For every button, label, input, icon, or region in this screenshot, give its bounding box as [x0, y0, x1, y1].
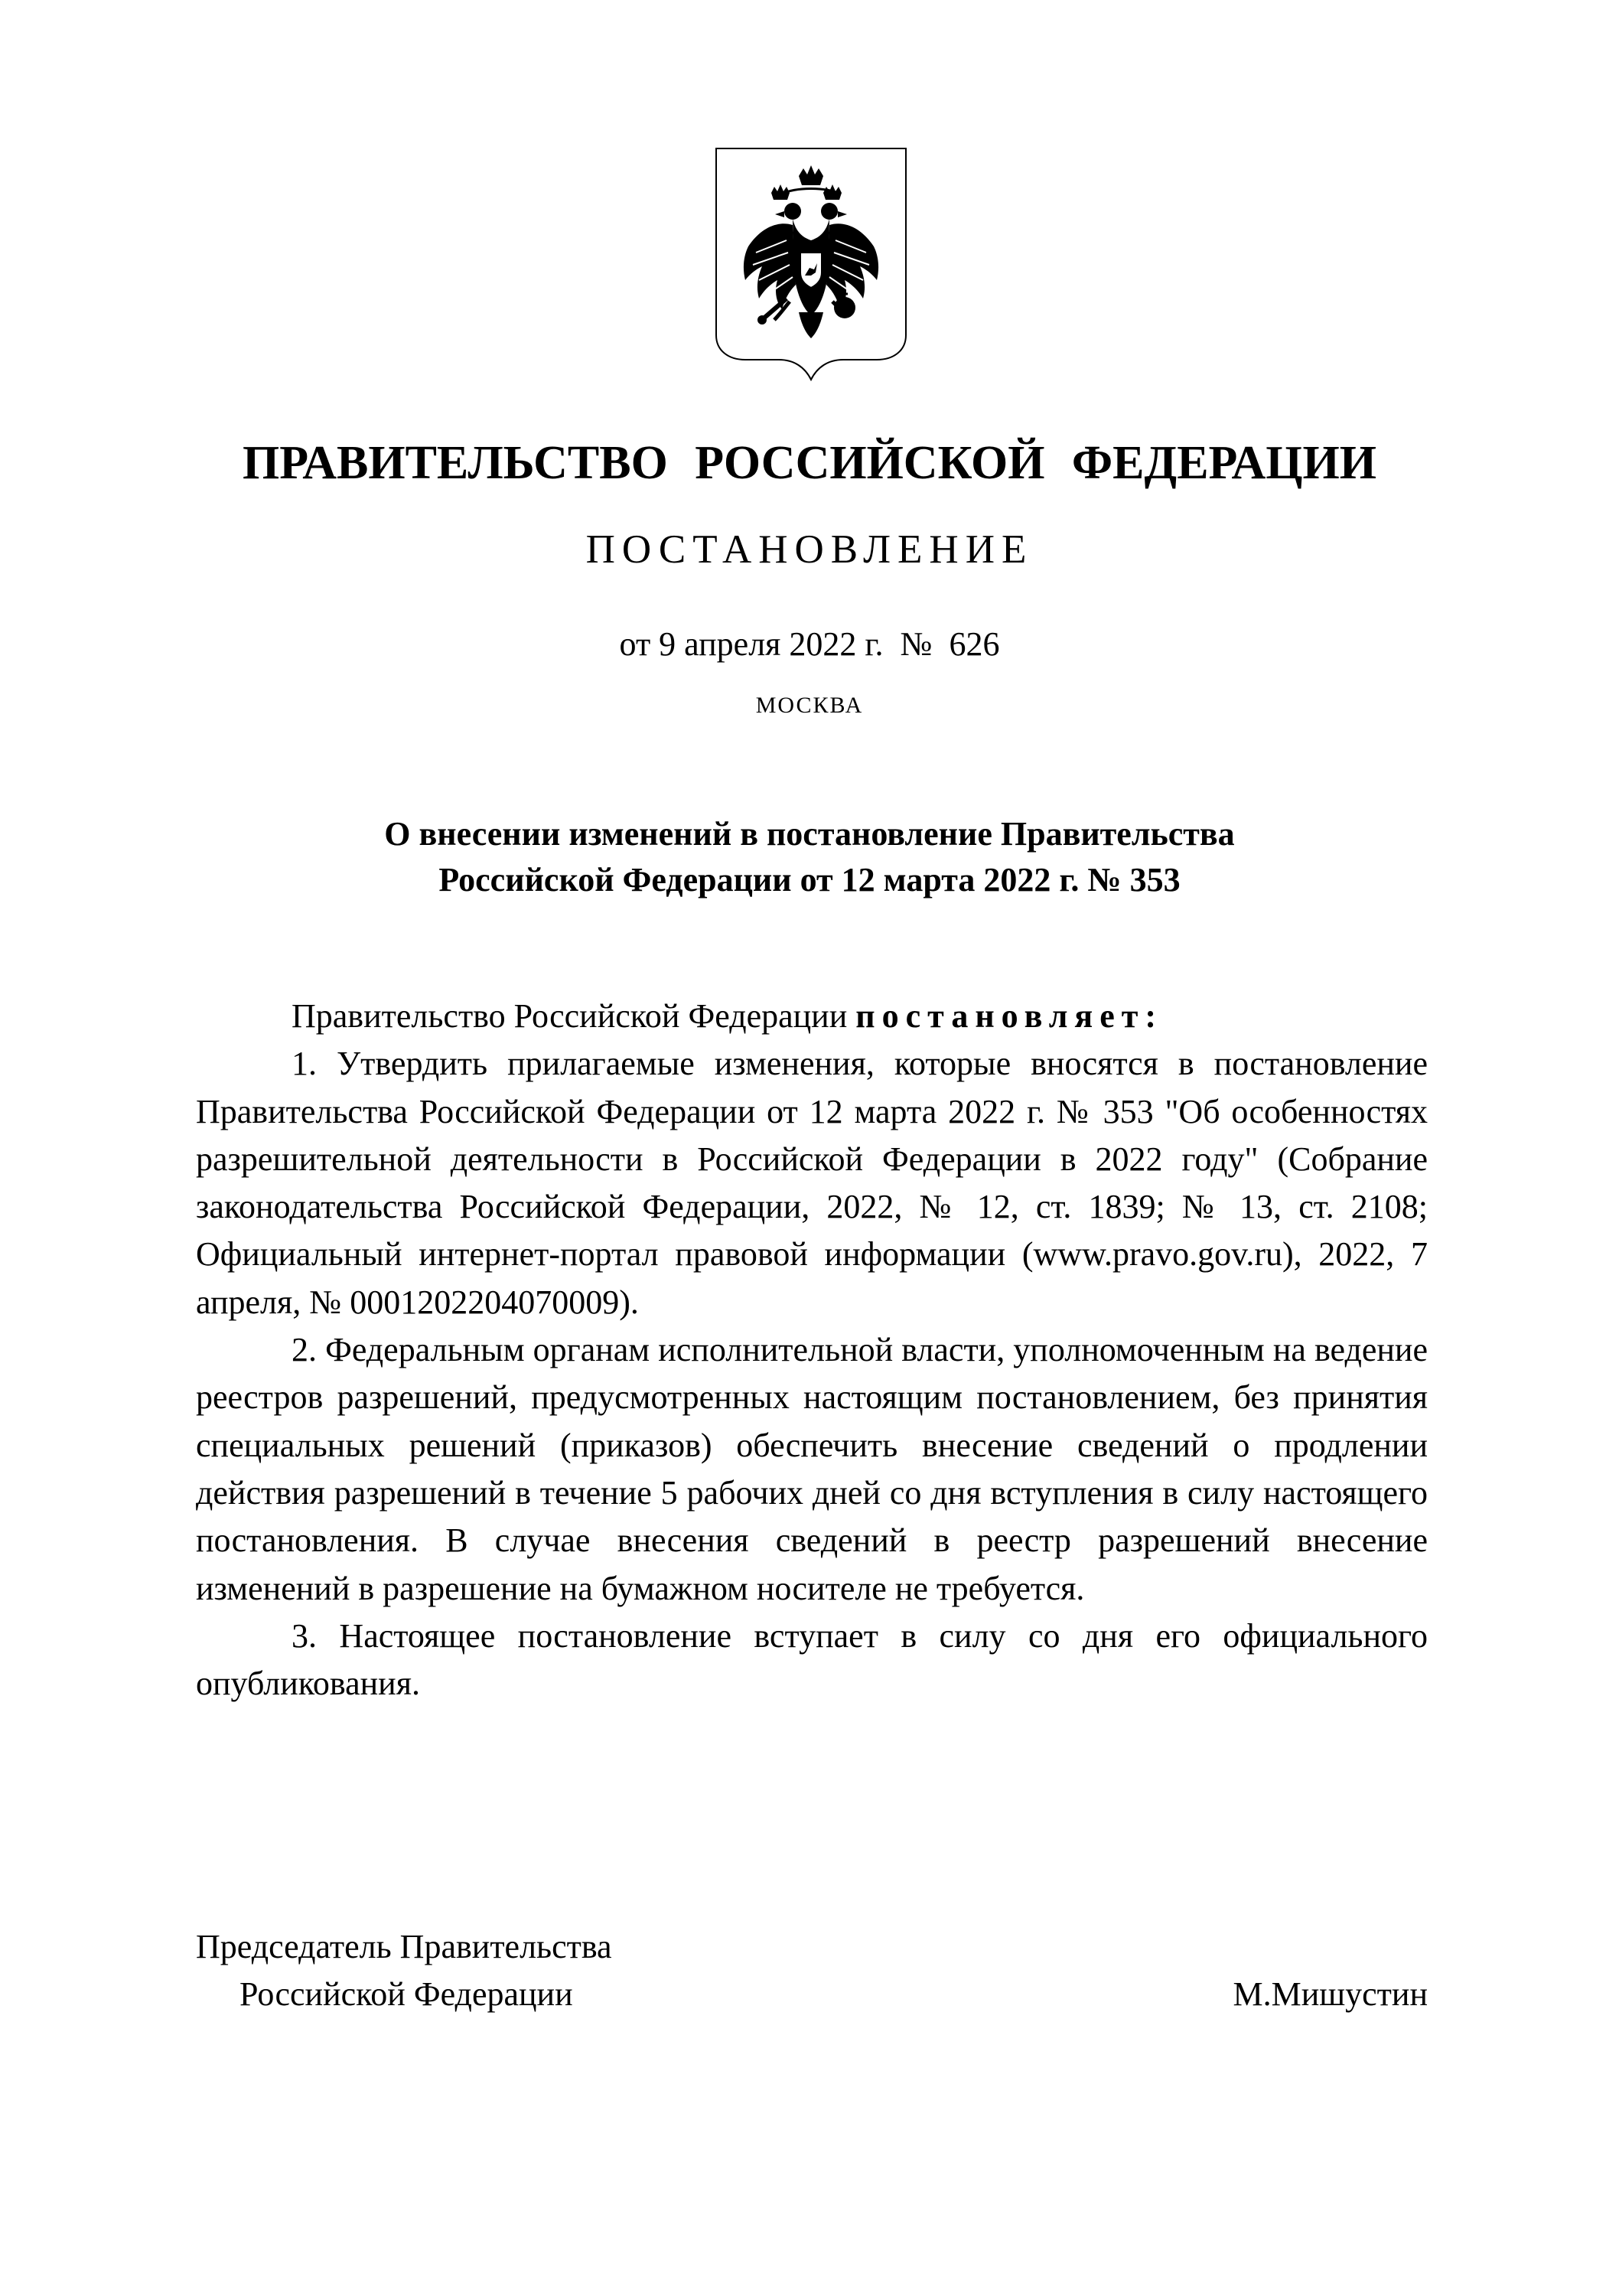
- document-body: [196, 993, 1428, 1707]
- intro-text: Правительство Российской Федерации: [292, 997, 856, 1035]
- heading-line-2: Российской Федерации от 12 марта 2022 г. № 353: [438, 861, 1181, 899]
- document-type: ПОСТАНОВЛЕНИЕ: [585, 527, 1034, 572]
- paragraph-1: 1. Утвердить прилагаемые изменения, которые вносятся в постановление Правительства Российской Федерации от 12 марта 2022 г. № 353 "Об особенностях разрешительной деятельности в Российской Федерации в 2022 году" (Собрание законодательства Российской Федерации, 2022, № 12, ст. 1839; № 13, ст. 2108; Официальный интернет-портал правовой информации (www.pravo.gov.ru), 2022, 7 апреля, № 0001202204070009).: [196, 1045, 1428, 1321]
- government-title: ПРАВИТЕЛЬСТВО РОССИЙСКОЙ ФЕДЕРАЦИИ: [243, 437, 1376, 489]
- signatory-name: М.Мишустин: [1233, 1975, 1428, 2013]
- signatory-position-line-2: Российской Федерации: [239, 1975, 573, 2013]
- heading-line-1: О внесении изменений в постановление Правительства: [384, 815, 1235, 853]
- intro-resolves: постановляет:: [855, 997, 1164, 1035]
- coat-of-arms-icon: [713, 145, 909, 383]
- signature-row: [196, 1971, 1428, 2018]
- paragraph-2: 2. Федеральным органам исполнительной власти, уполномоченным на ведение реестров разрешений, предусмотренных настоящим постановлением, без принятия специальных решений (приказов) обеспечить внесение сведений о продлении действия разрешений в течение 5 рабочих дней со дня вступления в силу настоящего постановления. В случае внесения сведений в реестр разрешений внесение изменений в разрешение на бумажном носителе не требуется.: [196, 1331, 1428, 1607]
- intro-paragraph: [196, 993, 1428, 1040]
- document-place: МОСКВА: [755, 693, 864, 718]
- signatory-position-line-1: Председатель Правительства: [196, 1928, 612, 1965]
- paragraph-3: 3. Настоящее постановление вступает в силу со дня его официального опубликования.: [196, 1616, 1428, 1703]
- document-date-number: от 9 апреля 2022 г. № 626: [619, 625, 1000, 663]
- document-heading: [0, 811, 1619, 903]
- signature-block: [196, 1923, 1428, 2018]
